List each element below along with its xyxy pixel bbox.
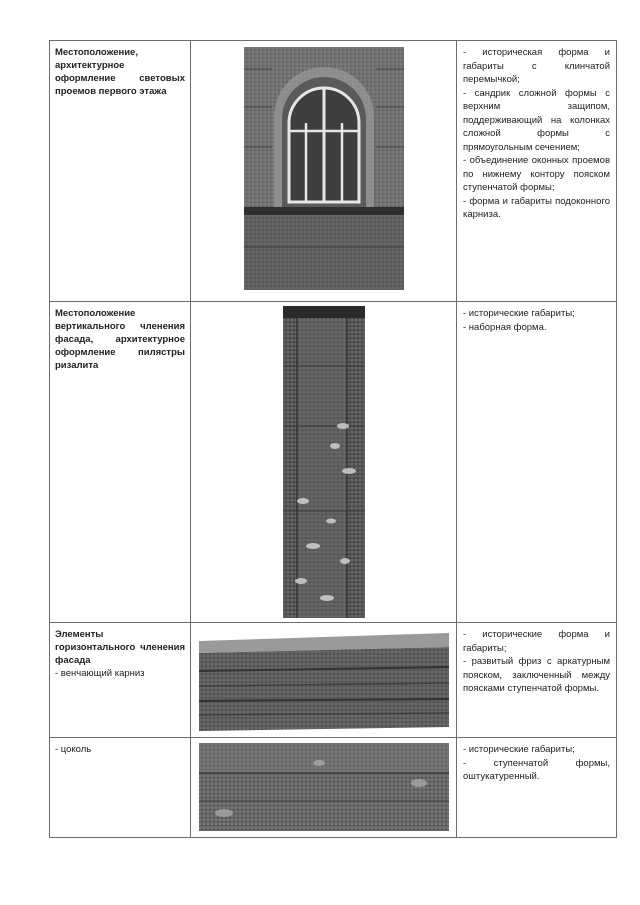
element-name: Местоположение, архитектурное оформление световых проемов первого этажа (55, 47, 185, 97)
photo-cell (191, 302, 457, 623)
feature-item: - исторические габариты; (463, 744, 575, 755)
features-list (457, 623, 616, 696)
feature-item: - развитый фриз с аркатурным пояском, заключенный между поясками ступенчатой формы. (463, 656, 610, 694)
element-name: Местоположение вертикального членения фасада, архитектурное оформление пилястры ризалита (55, 308, 185, 371)
element-subname: - венчающий карниз (55, 668, 145, 679)
table-row (50, 623, 617, 738)
feature-item: - исторические габариты; (463, 308, 575, 319)
features-cell (457, 302, 617, 623)
feature-item: - исторические форма и габариты; (463, 629, 610, 654)
feature-item: - форма и габариты подоконного карниза. (463, 195, 610, 220)
feature-item: - объединение оконных проемов по нижнему контору пояском ступенчатой формы; (463, 155, 610, 193)
photo-cell (191, 41, 457, 302)
table-row (50, 738, 617, 838)
element-name: - цоколь (55, 744, 92, 755)
pilaster-photo-icon (283, 306, 365, 618)
element-name-cell (50, 738, 191, 838)
element-name: Элементы горизонтального членения фасада (55, 629, 185, 666)
plinth-photo-icon (199, 743, 449, 831)
table-row (50, 302, 617, 623)
feature-item: - ступенчатой формы, оштукатуренный. (463, 757, 610, 782)
feature-item: - сандрик сложной формы с верхним защипом, поддерживающий на колонках сложной формы с прямоугольным сечением; (463, 87, 610, 153)
element-name-cell (50, 623, 191, 738)
features-list (457, 41, 616, 222)
element-name-cell (50, 41, 191, 302)
features-cell (457, 41, 617, 302)
features-list (457, 302, 616, 334)
photo-cell (191, 738, 457, 838)
features-cell (457, 623, 617, 738)
cornice-photo-icon (199, 631, 449, 731)
arched-window-photo-icon (244, 47, 404, 290)
features-cell (457, 738, 617, 838)
feature-item: - историческая форма и габариты с клинчатой перемычкой; (463, 47, 610, 85)
element-name-cell (50, 302, 191, 623)
feature-item: - наборная форма. (463, 321, 547, 333)
facade-elements-table (49, 40, 617, 838)
photo-cell (191, 623, 457, 738)
table-row (50, 41, 617, 302)
features-list (457, 738, 616, 784)
